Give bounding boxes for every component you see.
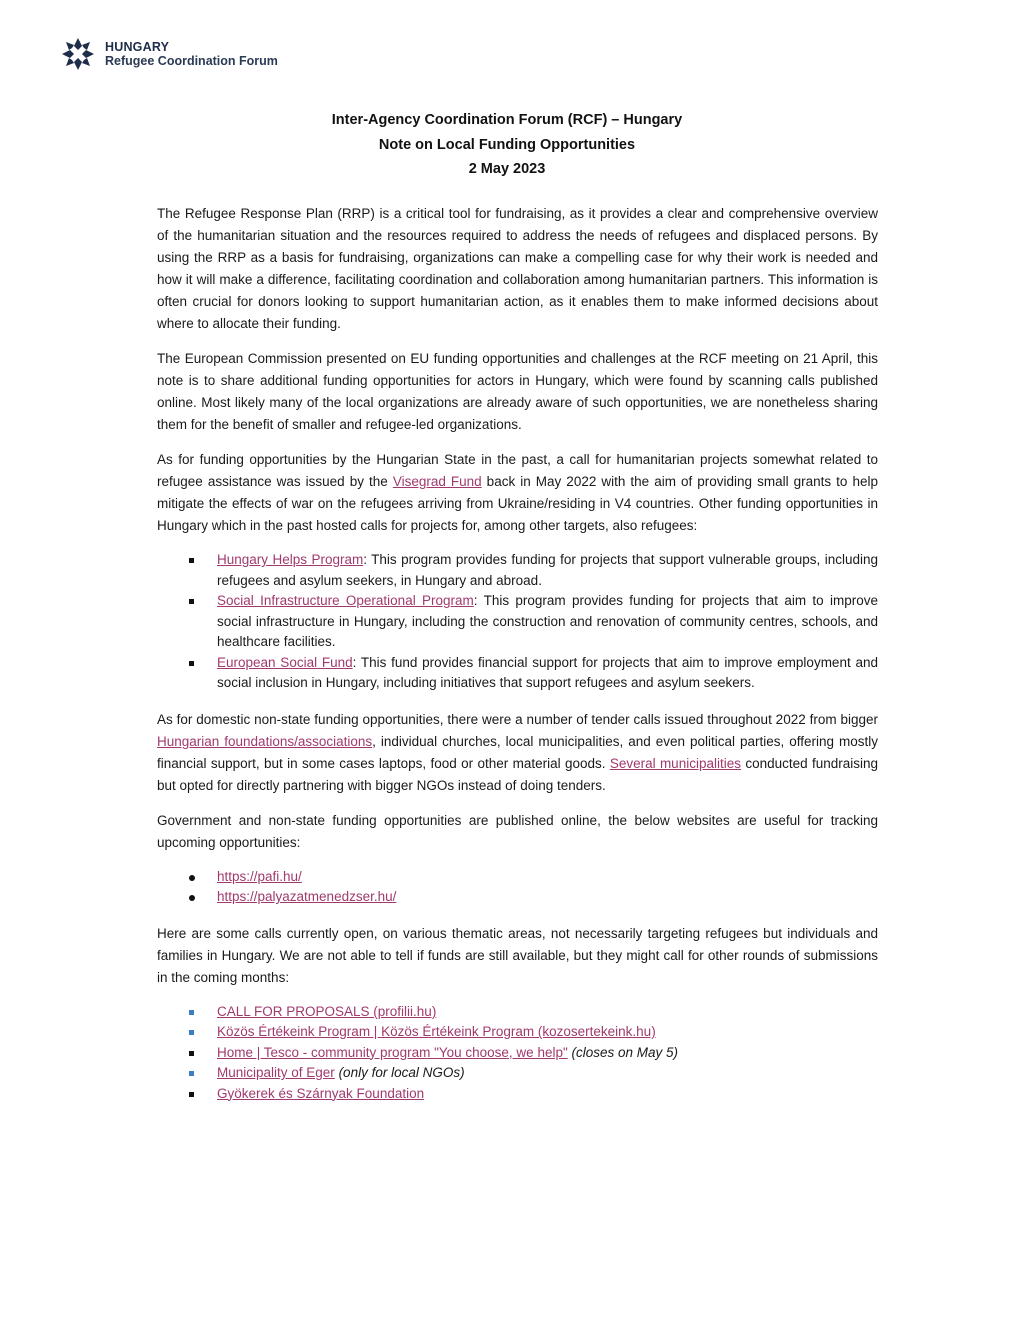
program-list bbox=[157, 550, 878, 694]
rcf-star-logo-icon bbox=[60, 36, 96, 72]
paragraph-rrp: The Refugee Response Plan (RRP) is a critical tool for fundraising, as it provides a clear and comprehensive overview of the humanitarian situation and the resources required to address the needs of refugees and displaced persons. By using the RRP as a basis for fundraising, organizations can make a compelling case for why their work is needed and how it will make a difference, facilitating coordination and collaboration among humanitarian partners. This information is often crucial for donors looking to support humanitarian action, as it enables them to make informed decisions about where to allocate their funding. bbox=[157, 206, 878, 331]
paragraph-websites-intro: Government and non-state funding opportunities are published online, the below websites are useful for tracking upcoming opportunities: bbox=[157, 812, 878, 850]
website-list bbox=[157, 867, 878, 908]
list-item-website bbox=[157, 867, 878, 888]
text: back in May 2022 with the aim of providing small grants to help mitigate the effects of war on the refugees arriving from Ukraine/residing in V4 countries. Other funding opportunities in Hungary which in the past hosted calls for projects for, among other targets, also refugees: bbox=[157, 474, 878, 533]
link-municipality-eger[interactable]: Municipality of Eger bbox=[217, 1065, 335, 1080]
link-visegrad-fund[interactable]: Visegrad Fund bbox=[392, 474, 482, 489]
call-note: (closes on May 5) bbox=[567, 1044, 679, 1060]
title-line-2: Note on Local Funding Opportunities bbox=[378, 136, 636, 153]
list-item-program bbox=[157, 550, 878, 591]
text: conducted fundraising but opted for directly partnering with bigger NGOs instead of doing tenders. bbox=[157, 755, 879, 793]
document-title bbox=[0, 108, 1014, 182]
title-date: 2 May 2023 bbox=[468, 161, 546, 177]
link-social-infrastructure[interactable]: Social Infrastructure Operational Program bbox=[217, 593, 474, 608]
text: : This fund provides financial support for projects that aim to improve employment and social inclusion in Hungary, including initiatives that support refugees and asylum seekers. bbox=[217, 654, 878, 690]
call-note: (only for local NGOs) bbox=[334, 1065, 465, 1080]
link-european-social-fund[interactable]: European Social Fund bbox=[217, 654, 353, 670]
header-logo bbox=[60, 36, 278, 72]
list-item-call bbox=[157, 1063, 878, 1084]
link-gyokerek-foundation[interactable]: Gyökerek és Szárnyak Foundation bbox=[217, 1085, 425, 1101]
paragraph-ec: The European Commission presented on EU funding opportunities and challenges at the RCF meeting on 21 April, this note is to share additional funding opportunities for actors in Hungary, which were found by scanning calls published online. Most likely many of the local organizations are already aware of such opportunities, we are nonetheless sharing them for the benefit of smaller and refugee-led organizations. bbox=[157, 351, 878, 432]
text: : This program provides funding for projects that aim to improve social infrastructure in Hungary, including the construction and renovation of community centres, schools, and healthcare facilities. bbox=[217, 593, 878, 649]
text: , individual churches, local municipalities, and even political parties, offering mostly financial support, but in some cases laptops, food or other material goods. bbox=[157, 733, 879, 771]
logo-line-country: HUNGARY bbox=[105, 40, 170, 54]
list-item-call bbox=[157, 1022, 878, 1043]
document-body bbox=[157, 203, 878, 1119]
list-item-call bbox=[157, 1084, 878, 1105]
link-palyazatmenedzser[interactable]: https://palyazatmenedzser.hu/ bbox=[217, 889, 397, 904]
list-item-website bbox=[157, 887, 878, 908]
open-calls-list bbox=[157, 1002, 878, 1105]
title-line-1: Inter-Agency Coordination Forum (RCF) – Hungary bbox=[331, 112, 683, 128]
logo-line-org: Refugee Coordination Forum bbox=[105, 54, 278, 68]
list-item-call bbox=[157, 1043, 878, 1064]
text: As for funding opportunities by the Hungarian State in the past, a call for humanitarian projects somewhat related to refugee assistance was issued by the bbox=[157, 452, 878, 489]
link-tesco-community[interactable]: Home | Tesco - community program "You choose, we help" bbox=[217, 1044, 568, 1060]
link-hungary-helps[interactable]: Hungary Helps Program bbox=[217, 552, 364, 567]
link-hungarian-foundations[interactable]: Hungarian foundations/associations bbox=[157, 733, 373, 749]
text: As for domestic non-state funding opportunities, there were a number of tender calls issued throughout 2022 from bigger bbox=[157, 711, 878, 727]
link-kozos-ertekeink[interactable]: Közös Értékeink Program | Közös Értékeink Program (kozosertekeink.hu) bbox=[217, 1024, 656, 1039]
paragraph-open-calls: Here are some calls currently open, on various thematic areas, not necessarily targeting refugees but individuals and families in Hungary. We are not able to tell if funds are still available, but they might call for other rounds of submissions in the coming months: bbox=[157, 925, 878, 985]
text: : This program provides funding for projects that support vulnerable groups, including refugees and asylum seekers, in Hungary and abroad. bbox=[217, 552, 878, 588]
list-item-call bbox=[157, 1002, 878, 1023]
link-several-municipalities[interactable]: Several municipalities bbox=[609, 755, 741, 771]
paragraph-non-state bbox=[157, 709, 878, 797]
paragraph-state-funding bbox=[157, 449, 878, 537]
link-call-for-proposals[interactable]: CALL FOR PROPOSALS (profilii.hu) bbox=[217, 1003, 437, 1019]
list-item-program bbox=[157, 591, 878, 653]
link-pafi[interactable]: https://pafi.hu/ bbox=[217, 868, 302, 884]
list-item-program bbox=[157, 653, 878, 694]
